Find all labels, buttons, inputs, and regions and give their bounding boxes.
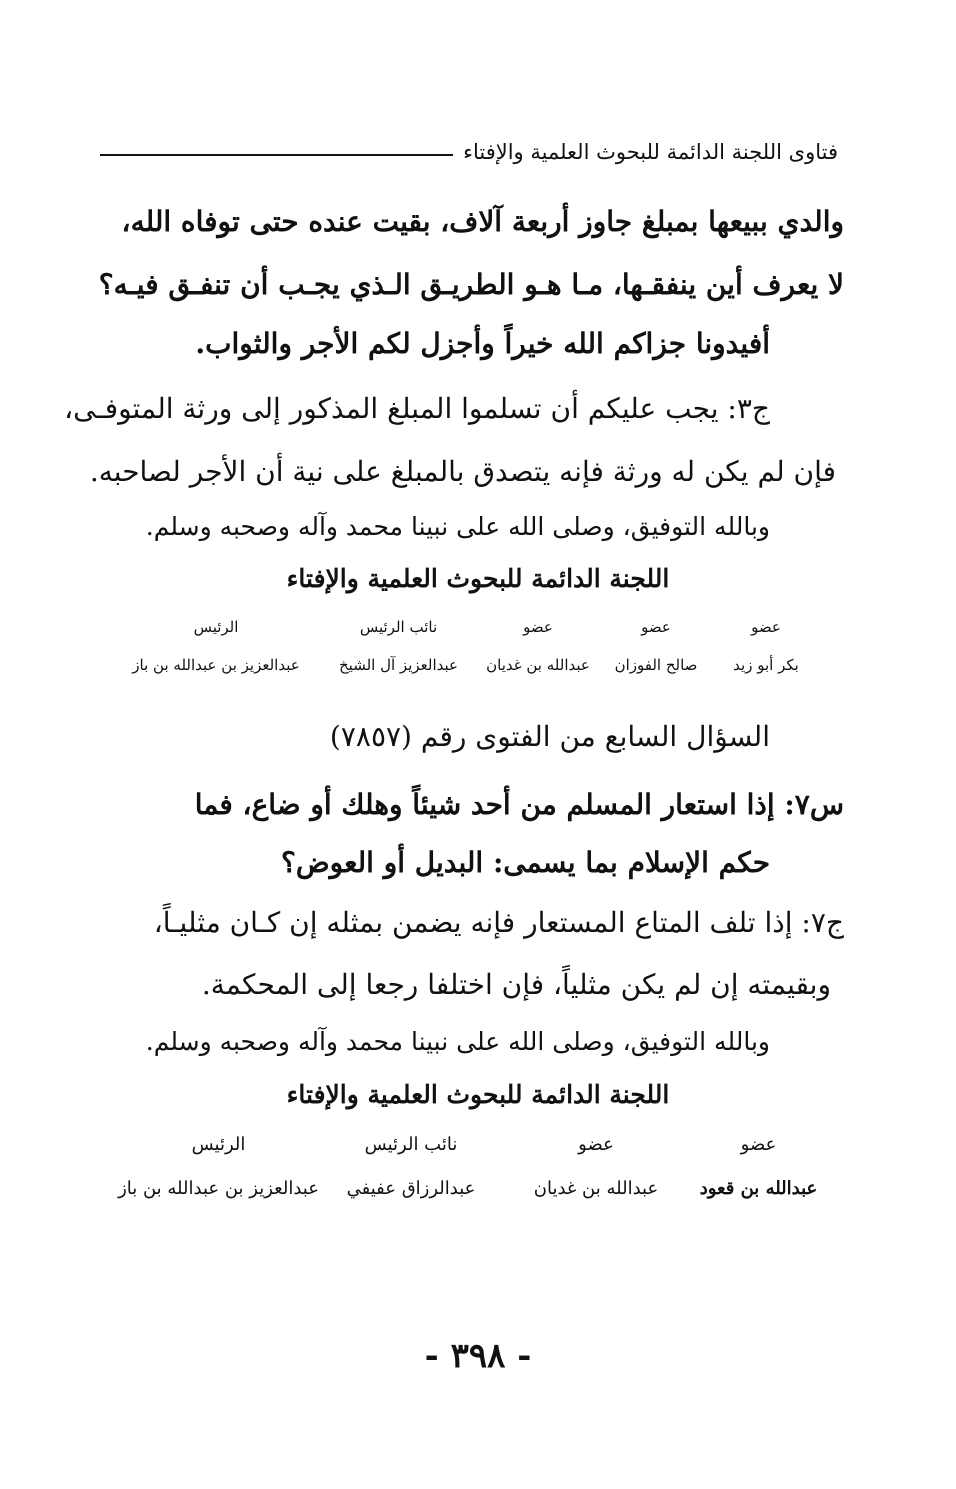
answer-line-2: فإن لم يكن له ورثة فإنه يتصدق بالمبلغ على نية أن الأجر لصاحبه. [89, 455, 836, 488]
closing-line: وبالله التوفيق، وصلى الله على نبينا محمد وآله وصحبه وسلم. [145, 512, 770, 541]
signatory-name: عبدالله بن قعود [699, 1178, 818, 1199]
signatory-name: بكر أبو زيد [733, 656, 799, 674]
page-header [100, 140, 838, 164]
committee-name: اللجنة الدائمة للبحوث العلمية والإفتاء [286, 564, 670, 593]
signatory-name: عبدالعزيز بن عبدالله بن باز [118, 1178, 319, 1199]
question-line-3: أفيدونا جزاكم الله خيراً وأجزل لكم الأجر والثواب. [195, 327, 770, 360]
signatory-name: عبدالله بن غديان [486, 656, 590, 674]
signatory-role: عضو [740, 1134, 777, 1155]
signatory-role: الرئيس [191, 1134, 246, 1155]
signatory-role: نائب الرئيس [364, 1134, 458, 1155]
header-rule [100, 154, 453, 156]
signatory-name: عبدالله بن غديان [533, 1178, 659, 1199]
answer-line-2: وبقيمته إن لم يكن مثلياً، فإن اختلفا رجعا إلى المحكمة. [201, 968, 831, 1001]
signatory-name: عبدالرزاق عفيفي [346, 1178, 476, 1199]
signatory-role: عضو [641, 618, 671, 636]
signatory-role: نائب الرئيس [359, 618, 438, 636]
signatories-block [0, 1134, 956, 1214]
signatory-role: الرئيس [193, 618, 239, 636]
running-title: فتاوى اللجنة الدائمة للبحوث العلمية والإفتاء [463, 140, 838, 164]
signatory-name: عبدالعزيز بن عبدالله بن باز [132, 656, 300, 674]
closing-line: وبالله التوفيق، وصلى الله على نبينا محمد وآله وصحبه وسلم. [145, 1027, 770, 1056]
question-line-1: والدي ببيعها بمبلغ جاوز أربعة آلاف، بقيت عنده حتى توفاه الله، [121, 205, 844, 238]
question-line-2: حكم الإسلام بما يسمى: البديل أو العوض؟ [280, 846, 770, 879]
committee-name: اللجنة الدائمة للبحوث العلمية والإفتاء [286, 1080, 670, 1109]
signatory-name: عبدالعزيز آل الشيخ [339, 656, 458, 674]
signatories-block [0, 618, 956, 688]
question-subheading: السؤال السابع من الفتوى رقم (٧٨٥٧) [329, 720, 770, 753]
signatory-role: عضو [751, 618, 781, 636]
page-number: - ٣٩٨ - [424, 1336, 532, 1376]
signatory-role: عضو [578, 1134, 614, 1155]
question-line-2: لا يعرف أين ينفقـها، مـا هـو الطريـق الـذي يجـب أن تنفـق فيـه؟ [98, 268, 844, 301]
answer-line-1: ج٣: يجب عليكم أن تسلموا المبلغ المذكور إلى ورثة المتوفـى، [64, 392, 770, 425]
answer-line-1: ج٧: إذا تلف المتاع المستعار فإنه يضمن بمثله إن كـان مثليـاً، [153, 906, 844, 939]
signatory-name: صالح الفوزان [614, 656, 698, 674]
signatory-role: عضو [523, 618, 553, 636]
question-line-1: س٧: إذا استعار المسلم من أحد شيئاً وهلك أو ضاع، فما [194, 788, 844, 821]
